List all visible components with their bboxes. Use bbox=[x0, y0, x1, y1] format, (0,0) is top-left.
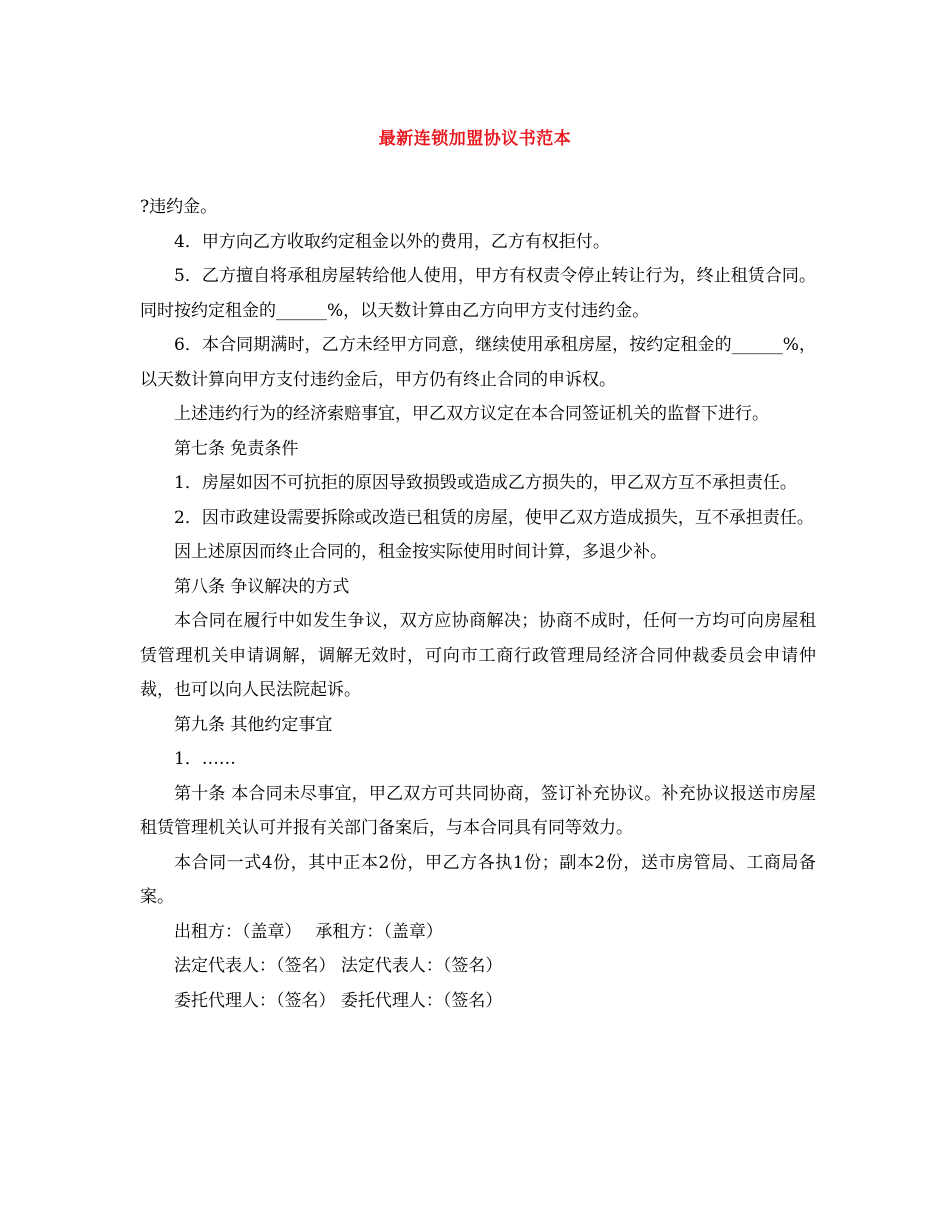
paragraph-breach-claims: 上述违约行为的经济索赔事宜，甲乙双方议定在本合同签证机关的监督下进行。 bbox=[174, 404, 769, 424]
heading-article-8: 第八条 争议解决的方式 bbox=[174, 576, 350, 597]
signature-line-legal-representatives: 法定代表人：（签名） 法定代表人：（签名） bbox=[174, 956, 503, 976]
document-body bbox=[140, 190, 816, 1018]
document-title: 最新连锁加盟协议书范本 bbox=[378, 129, 572, 149]
paragraph-dispute-resolution: 本合同在履行中如发生争议，双方应协商解决；协商不成时，任何一方均可向房屋租赁管理机关申请调解，调解无效时，可向市工商行政管理局经济合同仲裁委员会申请仲裁，也可以向人民法院起诉。 bbox=[140, 611, 816, 700]
paragraph-other-items: 1．…… bbox=[174, 749, 236, 769]
paragraph-exemption-2: 2．因市政建设需要拆除或改造已租赁的房屋，使甲乙双方造成损失，互不承担责任。 bbox=[174, 507, 814, 528]
heading-article-7: 第七条 免责条件 bbox=[174, 438, 299, 459]
paragraph-clause-6: 6．本合同期满时，乙方未经甲方同意，继续使用承租房屋，按约定租金的______%，以天数计算向甲方支付违约金后，甲方仍有终止合同的申诉权。 bbox=[140, 335, 816, 390]
paragraph-article-10: 第十条 本合同未尽事宜，甲乙双方可共同协商，签订补充协议。补充协议报送市房屋租赁管理机关认可并报有关部门备案后，与本合同具有同等效力。 bbox=[140, 783, 816, 838]
signature-line-authorized-agents: 委托代理人：（签名） 委托代理人：（签名） bbox=[174, 990, 503, 1011]
paragraph-termination-rent: 因上述原因而终止合同的，租金按实际使用时间计算，多退少补。 bbox=[174, 542, 667, 562]
signature-line-parties: 出租方：（盖章） 承租方：（盖章） bbox=[174, 921, 443, 942]
paragraph-clause-5: 5．乙方擅自将承租房屋转给他人使用，甲方有权责令停止转让行为，终止租赁合同。同时按约定租金的______%，以天数计算由乙方向甲方支付违约金。 bbox=[140, 266, 816, 321]
paragraph-exemption-1: 1．房屋如因不可抗拒的原因导致损毁或造成乙方损失的，甲乙双方互不承担责任。 bbox=[174, 473, 797, 493]
paragraph-copies: 本合同一式4份，其中正本2份，甲乙方各执1份；副本2份，送市房管局、工商局备案。 bbox=[140, 852, 816, 907]
paragraph-clause-4: 4．甲方向乙方收取约定租金以外的费用，乙方有权拒付。 bbox=[174, 231, 610, 252]
heading-article-9: 第九条 其他约定事宜 bbox=[174, 714, 333, 735]
paragraph-penalty-fragment: ?违约金。 bbox=[140, 197, 218, 217]
